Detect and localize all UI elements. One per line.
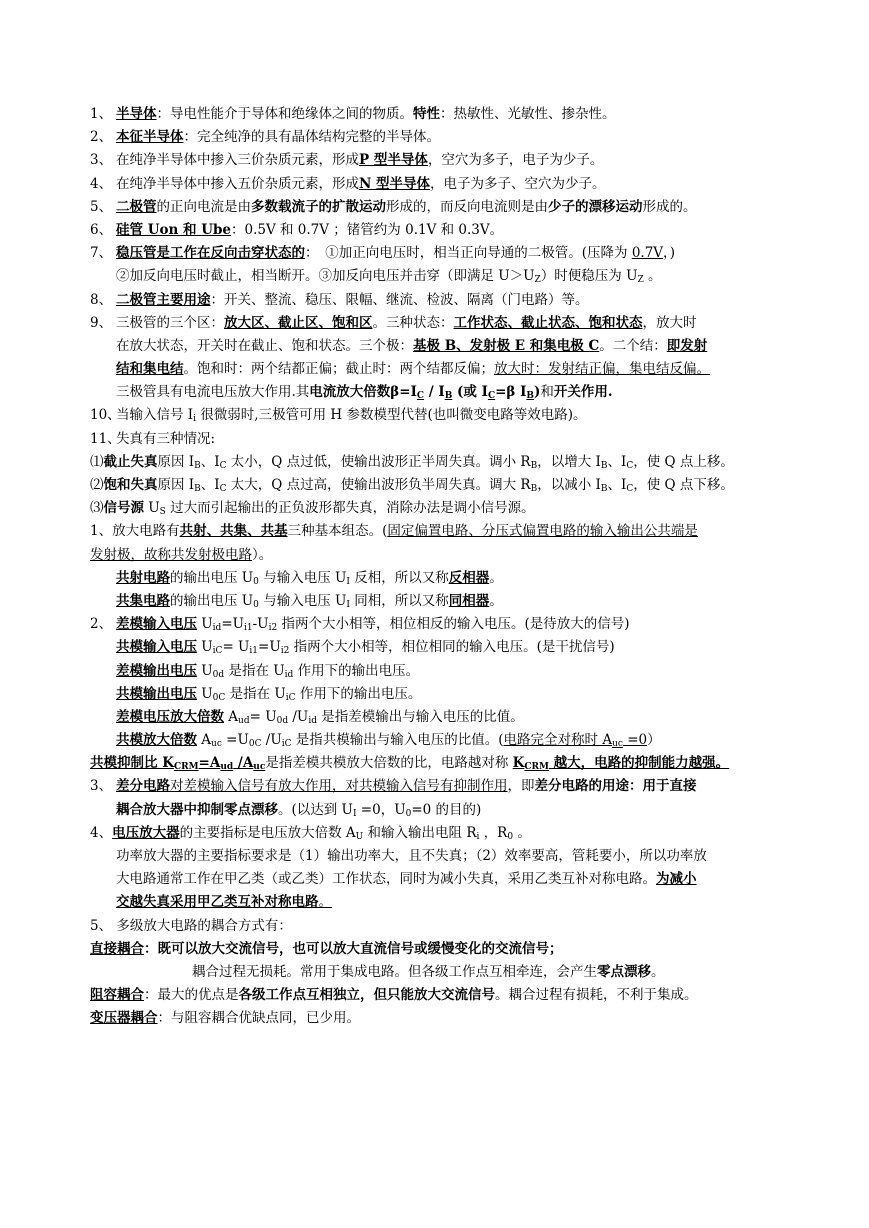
text-line xyxy=(90,590,780,613)
text-line xyxy=(90,497,780,520)
text-segment: 稳压管是工作在反向击穿状态的 xyxy=(116,245,305,262)
text-segment: 二极管主要用途 xyxy=(116,291,211,308)
text-segment: 本征半导体 xyxy=(116,129,184,146)
text-line xyxy=(90,335,780,358)
text-segment: 。 xyxy=(489,569,503,586)
text-line xyxy=(90,891,780,914)
text-segment: ，使 Q 点上移。 xyxy=(633,453,734,470)
text-segment: ud xyxy=(238,715,250,726)
text-segment: A xyxy=(197,732,212,749)
text-segment: ：最大的优点是 xyxy=(144,987,239,1004)
text-segment: ，) xyxy=(663,245,676,262)
text-segment: 的输出电压 U xyxy=(170,592,254,609)
text-segment: 。 xyxy=(318,894,332,911)
text-segment: 同相器 xyxy=(448,592,490,609)
text-segment: 交越失真采用甲乙类互补对称电路 xyxy=(116,894,319,911)
text-line xyxy=(90,984,780,1007)
text-segment: 与输入电压 U xyxy=(258,592,347,609)
text-segment: id xyxy=(308,715,317,726)
text-line xyxy=(90,868,780,891)
text-segment: K xyxy=(512,755,525,772)
text-line xyxy=(90,544,780,567)
text-segment: C xyxy=(487,391,496,402)
text-segment: 。(以达到 U xyxy=(278,801,353,818)
text-line xyxy=(90,706,780,729)
text-segment: ：与阻容耦合优缺点同，已少用。 xyxy=(157,1010,360,1027)
text-segment: 形成的，而反向电流则是由 xyxy=(386,198,548,215)
text-segment: i1 xyxy=(249,646,259,657)
text-segment: 失真有三种情况: xyxy=(116,430,216,447)
text-line xyxy=(90,149,780,172)
line-number: 2、 xyxy=(90,616,113,633)
text-segment: 共模放大倍数 xyxy=(116,732,197,749)
text-segment: i2 xyxy=(268,623,278,634)
text-segment: S xyxy=(159,507,166,518)
text-segment: i xyxy=(476,831,480,842)
text-segment: ，以增大 I xyxy=(537,453,601,470)
text-segment: 原因 I xyxy=(157,477,195,493)
text-segment: U xyxy=(355,831,364,842)
text-line xyxy=(90,729,780,752)
text-segment: 0 xyxy=(507,831,514,842)
text-segment: =0，U xyxy=(356,801,406,818)
text-segment: 指两个大小相等，相位相同的输入电压。(是干扰信号) xyxy=(289,639,615,656)
text-line xyxy=(90,474,780,497)
text-segment: 差分电路 xyxy=(116,778,170,795)
line-number: 4、 xyxy=(90,175,113,192)
text-segment: ）。 xyxy=(252,546,273,563)
text-segment: ，即 xyxy=(507,778,535,795)
text-line xyxy=(90,242,780,265)
text-segment: 共模输出电压 xyxy=(116,685,197,702)
text-line xyxy=(90,196,780,219)
text-segment: iC xyxy=(285,692,296,703)
text-segment: 指两个大小相等，相位相反的输入电压。(是待放大的信号) xyxy=(277,616,630,633)
text-segment: =A xyxy=(198,755,221,772)
text-segment: 放大时：发射结正偏，集电结反偏。 xyxy=(494,361,710,378)
text-segment: /A xyxy=(233,755,254,772)
text-segment: 少子的漂移运动 xyxy=(548,198,643,215)
text-segment: B xyxy=(526,391,535,402)
text-segment: P 型半导体 xyxy=(359,152,428,169)
text-line xyxy=(90,822,780,845)
text-segment: =0 的目的) xyxy=(411,801,482,818)
text-segment: 各级工作点互相独立，但只能放大交流信号 xyxy=(238,987,495,1004)
text-segment: ud xyxy=(220,762,234,773)
text-segment: uc xyxy=(211,739,222,750)
text-segment: 基极 B、发射极 E 和集电极 C xyxy=(413,337,600,354)
text-segment: 越大，电路的抑制能力越强。 xyxy=(548,755,730,772)
text-segment: 形成的。 xyxy=(642,198,697,215)
text-line xyxy=(90,404,780,427)
text-segment: -U xyxy=(252,616,269,633)
text-line xyxy=(90,219,780,242)
text-segment: 很微弱时,三极管可用 H 参数模型代替(也叫微变电路等效电路)。 xyxy=(196,407,587,424)
text-segment: i xyxy=(193,414,197,425)
text-segment: 。耦合过程有损耗，不利于集成。 xyxy=(495,987,698,1004)
text-segment: U xyxy=(197,616,213,633)
text-segment: U xyxy=(197,685,213,702)
text-segment: 开关作用. xyxy=(553,384,613,401)
text-segment: 。 xyxy=(643,268,662,285)
text-line xyxy=(90,613,780,636)
text-segment: 信号源 xyxy=(103,500,144,517)
text-segment: 1、放大电路有 xyxy=(90,523,180,540)
text-segment: 0 xyxy=(253,576,259,587)
text-segment: CRM xyxy=(524,762,549,773)
text-segment: 。 xyxy=(513,824,531,841)
text-segment: 、I xyxy=(200,477,220,493)
text-segment: i2 xyxy=(280,646,290,657)
text-segment: 作用下的输出电压。 xyxy=(295,685,422,702)
text-segment: N 型半导体 xyxy=(359,175,431,192)
text-segment: 。二个结： xyxy=(599,337,667,354)
text-segment: =0 xyxy=(622,732,648,749)
line-number: 1、 xyxy=(90,106,113,122)
text-segment: iC xyxy=(212,646,223,657)
text-segment: I xyxy=(352,808,357,819)
text-segment: / I xyxy=(424,384,445,401)
text-segment: C xyxy=(219,484,227,494)
text-segment: 固定偏置电路、分压式偏置电路的输入输出公共端是 xyxy=(387,523,698,540)
text-segment: 饱和失真 xyxy=(103,477,158,493)
text-segment: Z xyxy=(534,275,541,286)
text-segment: ：0.5V 和 0.7V ；锗管约为 0.1V 和 0.3V。 xyxy=(231,221,504,238)
text-segment: 直接耦合 xyxy=(90,940,144,957)
text-segment: ：既可以放大交流信号，也可以放大直流信号或缓慢变化的交流信号； xyxy=(144,940,563,957)
text-segment: A xyxy=(224,708,239,725)
text-segment: id xyxy=(212,623,222,634)
text-segment: B xyxy=(194,460,201,471)
text-segment: 发射极，故称共发射极电路 xyxy=(90,546,252,563)
text-segment: ： ①加正向电压时，相当正向导通的二极管。(压降为 xyxy=(305,245,632,262)
text-segment: 共模抑制比 K xyxy=(90,755,174,772)
text-segment: U xyxy=(197,639,213,656)
text-segment: ：完全纯净的具有晶体结构完整的半导体。 xyxy=(183,129,440,146)
line-number: 2、 xyxy=(90,129,113,146)
text-line xyxy=(90,752,780,775)
document-body xyxy=(90,103,780,1031)
text-segment: 结和集电结 xyxy=(116,361,184,378)
text-segment: 0d xyxy=(212,669,225,680)
line-number: 7、 xyxy=(90,245,113,262)
text-segment: /U xyxy=(261,732,282,749)
text-segment: ） xyxy=(647,732,661,749)
text-segment: =U xyxy=(258,639,281,656)
text-segment: 差模电压放大倍数 xyxy=(116,708,224,725)
text-segment: uc xyxy=(612,739,623,750)
text-segment: 0 xyxy=(405,808,412,819)
text-segment: C xyxy=(626,484,634,494)
text-segment: 共射电路 xyxy=(116,569,170,586)
text-segment: ）时便稳压为 U xyxy=(540,268,638,285)
line-number: 11、 xyxy=(90,430,121,447)
text-segment: 电压放大器 xyxy=(112,824,180,841)
text-segment: 和 xyxy=(540,384,554,401)
text-line xyxy=(90,567,780,590)
text-segment: ，以减小 I xyxy=(537,477,601,493)
text-line xyxy=(90,1007,780,1030)
text-segment: 、I xyxy=(200,453,220,470)
text-line xyxy=(90,381,780,404)
line-number: 3、 xyxy=(90,152,113,169)
text-line xyxy=(90,358,780,381)
text-segment: B xyxy=(194,484,201,494)
text-segment: 5、 多级放大电路的耦合方式有： xyxy=(90,917,292,934)
text-segment: 的输出电压 U xyxy=(170,569,254,586)
text-segment: 差模输入电压 xyxy=(116,616,197,633)
text-segment: 。三种状态： xyxy=(372,314,454,331)
text-segment: I xyxy=(346,599,350,610)
text-segment: 、I xyxy=(607,453,627,470)
text-segment: ⑵ xyxy=(90,477,104,493)
text-segment: 。 xyxy=(489,592,503,609)
text-line xyxy=(90,265,780,288)
text-segment: 0C xyxy=(248,739,262,750)
line-number: 9、 xyxy=(90,314,113,331)
text-segment: ，空穴为多子，电子为少子。 xyxy=(427,152,604,169)
text-segment: i1 xyxy=(244,623,253,634)
text-segment: 4、 xyxy=(90,824,113,841)
text-segment: 0d xyxy=(276,715,289,726)
text-segment: = U xyxy=(249,708,277,725)
text-segment: 放大区、截止区、饱和区 xyxy=(224,314,373,331)
text-segment: 差模输出电压 xyxy=(116,662,197,679)
text-segment: 同相，所以又称 xyxy=(349,592,449,609)
text-segment: 0C xyxy=(212,692,226,703)
text-segment: (或 I xyxy=(452,384,488,401)
text-segment: B xyxy=(530,460,538,471)
text-segment: B xyxy=(600,484,608,494)
text-segment: ⑴ xyxy=(90,453,104,470)
text-segment: 作用下的输出电压。 xyxy=(293,662,420,679)
text-segment: ：导电性能介于导体和绝缘体之间的物质。 xyxy=(156,106,413,122)
text-segment: 二极管 xyxy=(116,198,157,215)
text-segment: 即发射 xyxy=(666,337,708,354)
text-segment: B xyxy=(530,484,538,494)
line-number: 6、 xyxy=(90,221,113,238)
line-number: 10、 xyxy=(90,407,121,424)
text-segment: 反相，所以又称 xyxy=(349,569,449,586)
text-segment: 反相器 xyxy=(448,569,490,586)
text-segment: ，使 Q 点下移。 xyxy=(633,477,734,493)
text-line xyxy=(90,799,780,822)
text-segment: =U xyxy=(221,616,245,633)
text-line xyxy=(90,683,780,706)
text-line xyxy=(90,915,780,938)
text-segment: 。 xyxy=(651,963,665,980)
line-number: 8、 xyxy=(90,291,113,308)
text-segment: iC xyxy=(281,739,292,750)
text-segment: 太大，Q 点过高，使输出波形负半周失真。调大 R xyxy=(226,477,531,493)
text-segment: Z xyxy=(637,275,644,286)
text-segment: 截止失真 xyxy=(103,453,158,470)
text-segment: = U xyxy=(222,639,250,656)
text-segment: 零点漂移 xyxy=(597,963,651,980)
text-segment: 0 xyxy=(253,599,259,610)
text-segment: C xyxy=(416,391,425,402)
text-segment: 半导体 xyxy=(116,106,157,122)
text-segment: 大电路通常工作在甲乙类（或乙类）工作状态，同时为减小失真，采用乙类互补对称电路。 xyxy=(116,871,656,888)
text-segment: ，R xyxy=(479,824,508,841)
text-segment: 电流放大倍数β=I xyxy=(309,384,417,401)
text-segment: 0.7V xyxy=(631,245,664,262)
text-segment: /U xyxy=(288,708,309,725)
text-segment: I xyxy=(346,576,350,587)
text-segment: ⑶ xyxy=(90,500,104,517)
text-segment: 共模输入电压 xyxy=(116,639,197,656)
text-line xyxy=(90,636,780,659)
text-segment: ) xyxy=(534,384,541,401)
text-line xyxy=(90,173,780,196)
text-segment: 差分电路的用途：用于直接 xyxy=(534,778,697,795)
text-segment: 是指共模输出与输入电压的比值。( xyxy=(291,732,504,749)
text-segment: ：开关、整流、稳压、限幅、继流、检波、隔离（门电路）等。 xyxy=(210,291,589,308)
text-line xyxy=(90,312,780,335)
text-line xyxy=(90,660,780,683)
text-segment: CRM xyxy=(173,762,199,773)
text-segment: 共射、共集、共基 xyxy=(179,523,288,540)
text-segment: 在放大状态，开关时在截止、饱和状态。三个极： xyxy=(116,337,413,354)
text-segment: U xyxy=(197,662,213,679)
text-segment: 。饱和时：两个结都正偏；截止时：两个结都反偏； xyxy=(183,361,494,378)
text-line xyxy=(90,938,780,961)
text-line xyxy=(90,451,780,474)
text-segment: 耦合放大器中抑制零点漂移 xyxy=(116,801,278,818)
text-line xyxy=(90,103,780,126)
text-segment: uc xyxy=(253,762,266,773)
text-segment: 的主要指标是电压放大倍数 A xyxy=(179,824,356,841)
text-segment: 三极管的三个区： xyxy=(116,314,224,331)
text-line xyxy=(90,775,780,798)
line-number: 3、 xyxy=(90,778,113,795)
text-segment: ，放大时 xyxy=(642,314,697,331)
text-segment: 为减小 xyxy=(656,871,697,888)
text-segment: =U xyxy=(221,732,249,749)
text-line xyxy=(90,845,780,868)
text-segment: 是指在 U xyxy=(225,685,286,702)
text-segment: 电路完全对称时 A xyxy=(503,732,613,749)
text-line xyxy=(90,289,780,312)
text-segment: 的正向电流是由 xyxy=(156,198,251,215)
text-segment: =β I xyxy=(495,384,527,401)
text-segment: 三极管具有电流电压放大作用.其 xyxy=(116,384,310,401)
text-segment: 阻容耦合 xyxy=(90,987,144,1004)
text-line xyxy=(90,428,780,451)
text-segment: 和输入输出电阻 R xyxy=(363,824,477,841)
text-segment: 工作状态、截止状态、饱和状态 xyxy=(453,314,643,331)
text-segment: U xyxy=(144,500,160,517)
line-number: 5、 xyxy=(90,198,113,215)
text-segment: 、I xyxy=(607,477,627,493)
text-segment: 功率放大器的主要指标要求是（1）输出功率大，且不失真；（2）效率要高，管耗要小，所以功率放 xyxy=(116,848,707,864)
text-segment: 三种基本组态。( xyxy=(287,523,388,540)
text-segment: 耦合过程无损耗。常用于集成电路。但各级工作点互相牵连，会产生 xyxy=(192,963,597,980)
text-segment: 当输入信号 I xyxy=(116,407,194,424)
text-segment: 变压器耦合 xyxy=(90,1010,158,1027)
text-segment: 特性 xyxy=(413,106,440,122)
text-segment: 对差模输入信号有放大作用，对共模输入信号有抑制作用 xyxy=(170,778,508,795)
text-segment: 硅管 Uon 和 Ube xyxy=(116,221,231,238)
text-segment: 在纯净半导体中掺入三价杂质元素，形成 xyxy=(116,152,359,169)
text-segment: 是指在 U xyxy=(224,662,285,679)
text-segment: 太小，Q 点过低，使输出波形正半周失真。调小 R xyxy=(226,453,531,470)
text-segment: id xyxy=(284,669,294,680)
text-segment: 原因 I xyxy=(157,453,195,470)
text-segment: C xyxy=(219,460,227,471)
text-segment: 共集电路 xyxy=(116,592,170,609)
text-segment: 与输入电压 U xyxy=(258,569,347,586)
text-segment: C xyxy=(626,460,634,471)
text-segment: B xyxy=(600,460,608,471)
text-segment: ，电子为多子、空穴为少子。 xyxy=(430,175,606,192)
text-line xyxy=(90,961,780,984)
text-line xyxy=(90,126,780,149)
text-segment: 在纯净半导体中掺入五价杂质元素，形成 xyxy=(116,175,359,192)
text-segment: 是指差模输出与输入电压的比值。 xyxy=(316,708,524,725)
text-segment: 过大而引起输出的正负波形都失真，消除办法是调小信号源。 xyxy=(165,500,535,517)
text-segment: 多数载流子的扩散运动 xyxy=(251,198,386,215)
text-line xyxy=(90,520,780,543)
text-segment: ②加反向电压时截止，相当断开。③加反向电压并击穿（即满足 U＞U xyxy=(116,268,535,285)
text-segment: 是指差模共模放大倍数的比，电路越对称 xyxy=(265,755,513,772)
text-segment: ：热敏性、光敏性、掺杂性。 xyxy=(440,106,616,122)
text-segment: B xyxy=(444,391,453,402)
